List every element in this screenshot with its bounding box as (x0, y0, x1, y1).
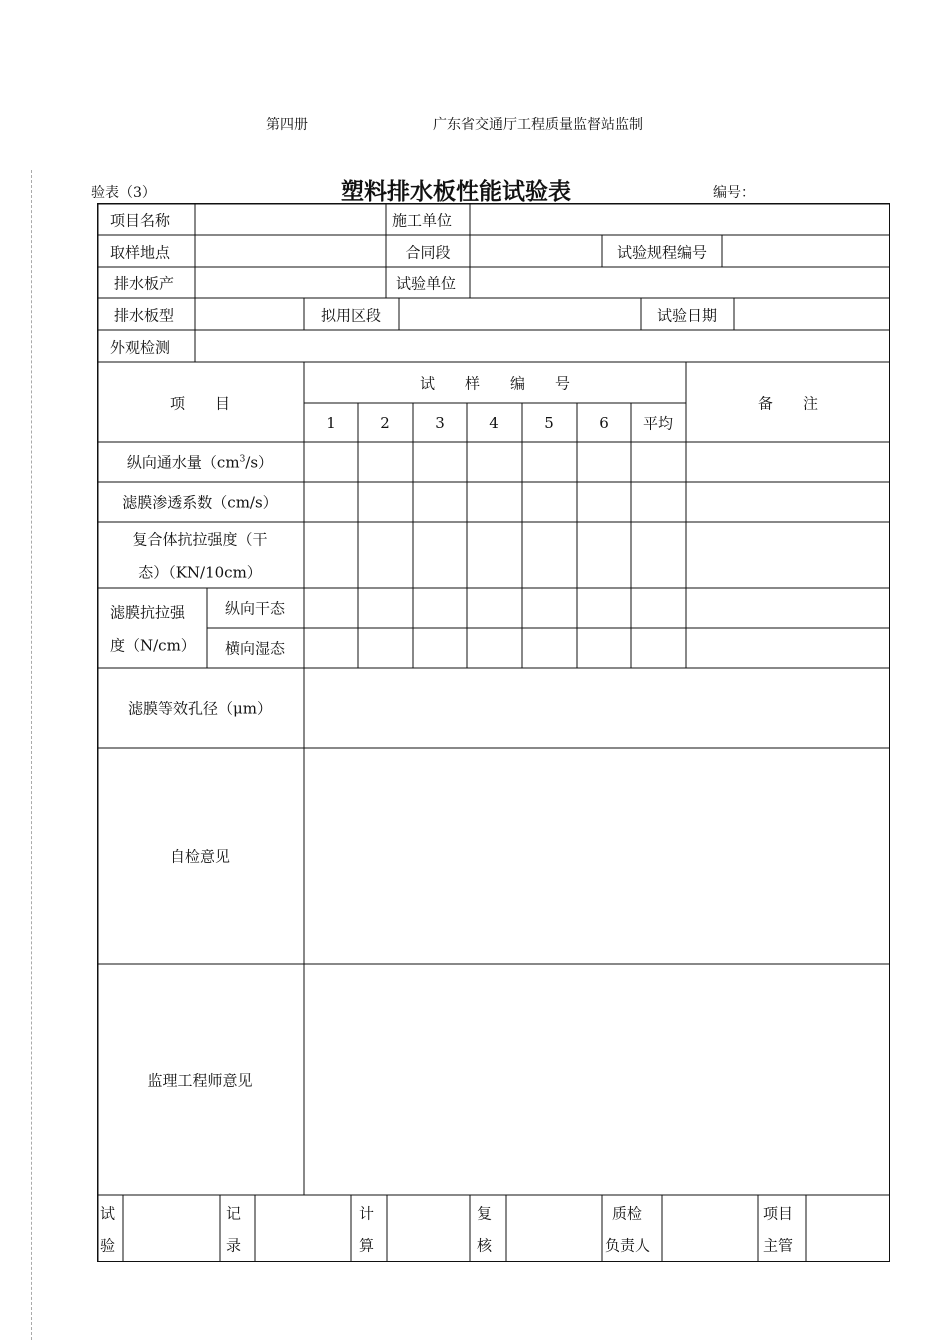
supervisor-opinion-label: 监理工程师意见 (147, 1071, 253, 1090)
discharge-capacity-label: 纵向通水量$(cm^3/s)$ (126, 453, 274, 472)
contractor-label: 施工单位 (392, 211, 453, 230)
sampling-site-label: 取样地点 (110, 243, 171, 262)
transverse-wet-label: 横向湿态 (224, 639, 286, 658)
average-header: 平均 (642, 414, 674, 433)
project-name-label: 项目名称 (110, 211, 171, 230)
sample-2-header: 2 (380, 414, 390, 432)
form-title: 塑料排水板性能试验表 (341, 179, 571, 205)
sign-project-manager-line2: 主管 (763, 1236, 794, 1255)
issuer-label: 广东省交通厅工程质量监督站监制 (433, 117, 643, 133)
sample-5-header: 5 (544, 414, 554, 432)
test-standard-no-label: 试验规程编号 (616, 243, 708, 262)
filter-strength-label-line2: 度（N/cm） (110, 636, 196, 655)
self-check-opinion-label: 自检意见 (169, 847, 231, 866)
sign-tester-line2: 验 (100, 1236, 116, 1255)
appearance-label: 外观检测 (110, 338, 171, 357)
sign-reviewer-line1: 复 (477, 1204, 493, 1223)
longitudinal-dry-label: 纵向干态 (224, 599, 286, 618)
composite-strength-label-line2: 态）（KN/10cm） (138, 563, 262, 582)
sample-6-header: 6 (599, 414, 609, 432)
sample-1-header: 1 (326, 414, 336, 432)
intended-section-label: 拟用区段 (320, 306, 382, 325)
contract-section-label: 合同段 (405, 243, 451, 262)
sign-recorder-line2: 录 (226, 1236, 242, 1255)
producer-label: 排水板产 (114, 274, 175, 293)
test-date-label: 试验日期 (656, 306, 718, 325)
sign-tester-line1: 试 (100, 1204, 116, 1223)
item-header: 项 目 (169, 394, 231, 413)
form-number-label: 编号： (713, 185, 755, 201)
sample-number-header: 试 样 编 号 (419, 374, 571, 393)
filter-strength-label-line1: 滤膜抗拉强 (110, 603, 186, 622)
sign-calculator-line1: 计 (359, 1204, 375, 1223)
sign-calculator-line2: 算 (359, 1236, 375, 1255)
composite-strength-label-line1: 复合体抗拉强度（干 (132, 530, 268, 549)
sign-recorder-line1: 记 (226, 1204, 242, 1223)
form-code: 验表（3） (91, 185, 156, 201)
sample-3-header: 3 (435, 414, 445, 432)
sign-qc-head-line2: 负责人 (605, 1236, 651, 1255)
table-grid-lines (97, 203, 890, 1262)
volume-label: 第四册 (266, 117, 308, 133)
sign-qc-head-line1: 质检 (612, 1204, 643, 1223)
model-label: 排水板型 (114, 306, 175, 325)
sign-project-manager-line1: 项目 (763, 1204, 794, 1223)
binding-margin-line (31, 170, 32, 1340)
remarks-header: 备 注 (757, 394, 819, 413)
sign-reviewer-line2: 核 (477, 1236, 493, 1255)
sample-4-header: 4 (489, 414, 499, 432)
test-form-table (97, 203, 890, 1262)
permeability-label: 滤膜渗透系数（cm/s） (122, 493, 278, 512)
testing-unit-label: 试验单位 (396, 274, 457, 293)
pore-size-label: 滤膜等效孔径（μm） (128, 699, 272, 718)
